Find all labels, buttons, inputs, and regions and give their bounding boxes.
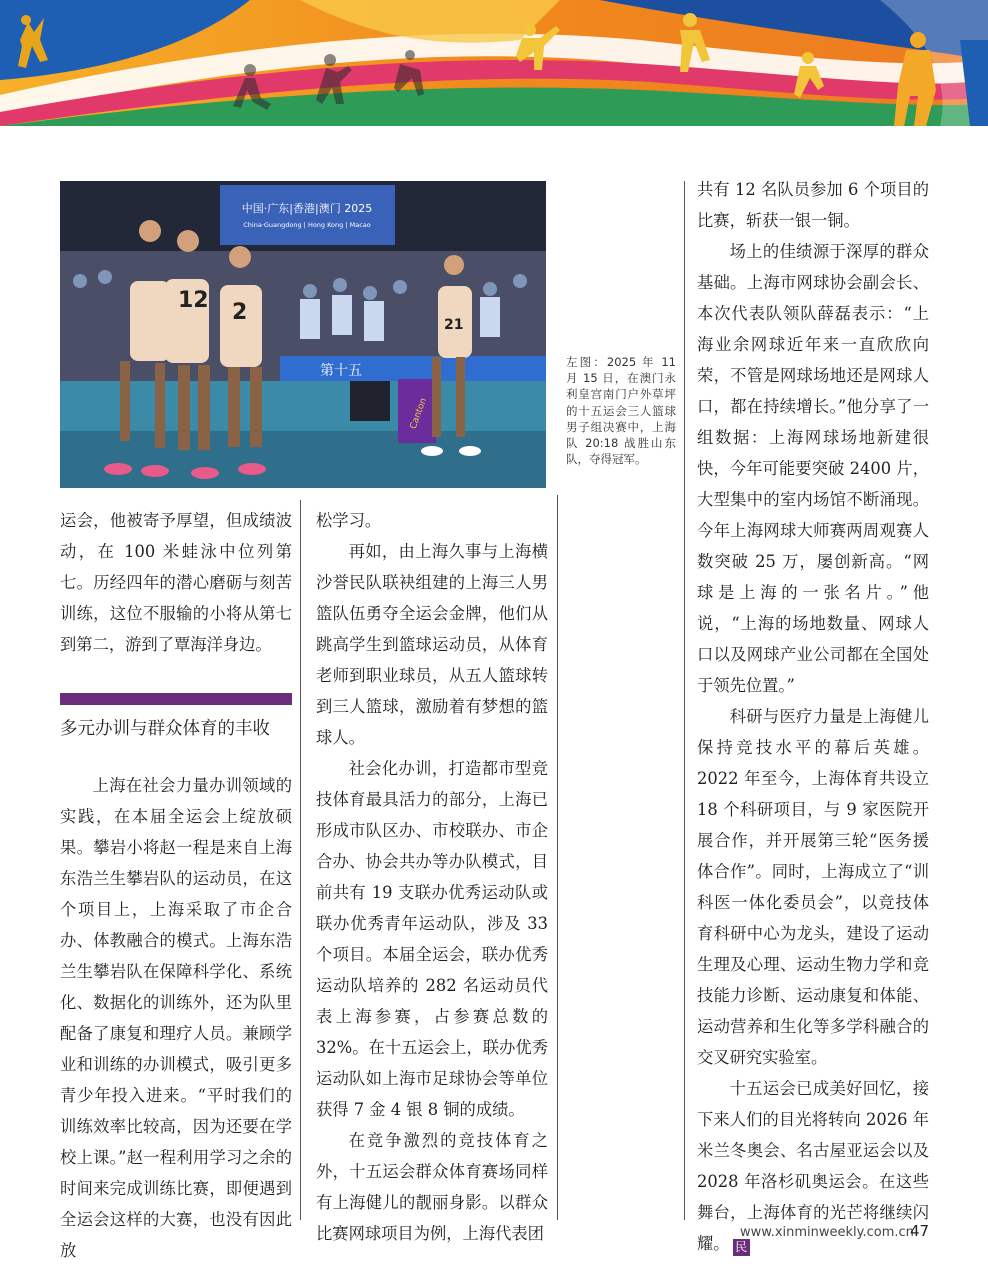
photo-caption: 左图：2025 年 11 月 15 日，在澳门永利皇宫南门户外草坪的十五运会三人篮球男子组决赛中，上海队 20:18 战胜山东队，夺得冠军。 [566, 355, 676, 467]
page-number: 47 [910, 1222, 930, 1240]
column-divider-middle [557, 495, 558, 1220]
jersey-number-12: 12 [178, 288, 209, 313]
event-banner-subtitle: China·Guangdong | Hong Kong | Macao [243, 221, 371, 229]
column-1-body [60, 770, 292, 1266]
sports-banner [0, 0, 988, 126]
paragraph: 运会，他被寄予厚望，但成绩波动，在 100 米蛙泳中位列第七。历经四年的潜心磨砺与刻苦训练，这位不服输的小将从第七到第二，游到了覃海洋身边。 [60, 511, 292, 654]
sponsor-logo: Canton [408, 396, 430, 431]
paragraph: 再如，由上海久事与上海横沙誉民队联袂组建的上海三人男篮队伍勇夺全运会金牌，他们从跳高学生到篮球运动员，从体育老师到职业球员，从五人篮球转到三人篮球，激励着有梦想的篮球人。 [316, 542, 548, 747]
column-divider-right [684, 181, 685, 1220]
paragraph-text: 十五运会已成美好回忆，接下来人们的目光将转向 2026 年米兰冬奥会、名古屋亚运会以及 2028 年洛杉矶奥运会。在这些舞台，上海体育的光芒将继续闪耀。 [697, 1079, 929, 1253]
section-title: 多元办训与群众体育的丰收 [60, 719, 270, 739]
paragraph: 共有 12 名队员参加 6 个项目的比赛，斩获一银一铜。 [697, 180, 929, 230]
board-text: 第十五 [320, 363, 362, 379]
jersey-number-2: 2 [232, 300, 248, 325]
column-divider-left [300, 500, 301, 1220]
column-3 [697, 174, 929, 1259]
basketball-photo [60, 181, 546, 488]
event-banner-title: 中国·广东|香港|澳门 2025 [241, 202, 373, 215]
paragraph: 上海在社会力量办训领域的实践，在本届全运会上绽放硕果。攀岩小将赵一程是来自上海东浩兰生攀岩队的运动员，在这个项目上，上海采取了市企合办、体教融合的模式。上海东浩兰生攀岩队在保障科学化、系统化、数据化的训练外，还为队里配备了康复和理疗人员。兼顾学业和训练的办训模式，吸引更多青少年投入进来。“平时我们的训练效率比较高，因为还要在学校上课。”赵一程利用学习之余的时间来完成训练比赛，即便遇到全运会这样的大赛，也没有因此放 [60, 776, 292, 1260]
column-1-top [60, 505, 292, 660]
paragraph: 科研与医疗力量是上海健儿保持竞技水平的幕后英雄。2022 年至今，上海体育共设立 18 个科研项目，与 9 家医院开展合作，并开展第三轮“医务援体合作”。同时，上海成立了“训科医一体化委员会”，以竞技体育科研中心为龙头，建设了运动生理及心理、运动生物力学和竞技能力诊断、运动康复和体能、运动营养和生化等多学科融合的交叉研究实验室。 [697, 707, 929, 1067]
event-banner [220, 185, 395, 245]
paragraph: 场上的佳绩源于深厚的群众基础。上海市网球协会副会长、本次代表队领队薛磊表示：“上海业余网球近年来一直欣欣向荣，不管是网球场地还是网球人口，都在持续增长。”他分享了一组数据：上海网球场地新建很快，今年可能要突破 2400 片，大型集中的室内场馆不断涌现。今年上海网球大师赛两周观赛人数突破 25 万，屡创新高。“网球是上海的一张名片。”他说，“上海的场地数量、网球人口以及网球产业公司都在全国处于领先位置。” [697, 242, 929, 695]
section-bar [60, 693, 292, 705]
paragraph: 在竞争激烈的竞技体育之外，十五运会群众体育赛场同样有上海健儿的靓丽身影。以群众比赛网球项目为例，上海代表团 [316, 1131, 548, 1243]
column-2 [316, 505, 548, 1249]
paragraph: 松学习。 [316, 511, 382, 530]
jersey-number-21: 21 [444, 317, 464, 333]
end-mark-icon: 民 [733, 1239, 750, 1256]
paragraph: 社会化办训，打造都市型竞技体育最具活力的部分，上海已形成市队区办、市校联办、市企合办、协会共办等办队模式，目前共有 19 支联办优秀运动队或联办优秀青年运动队，涉及 33 个项目。本届全运会，联办优秀运动队培养的 282 名运动员代表上海参赛，占参赛总数的 32%。在十五运会上，联办优秀运动队如上海市足球协会等单位获得 7 金 4 银 8 铜的成绩。 [316, 759, 548, 1119]
footer-url: www.xinminweekly.com.cn [740, 1225, 914, 1240]
